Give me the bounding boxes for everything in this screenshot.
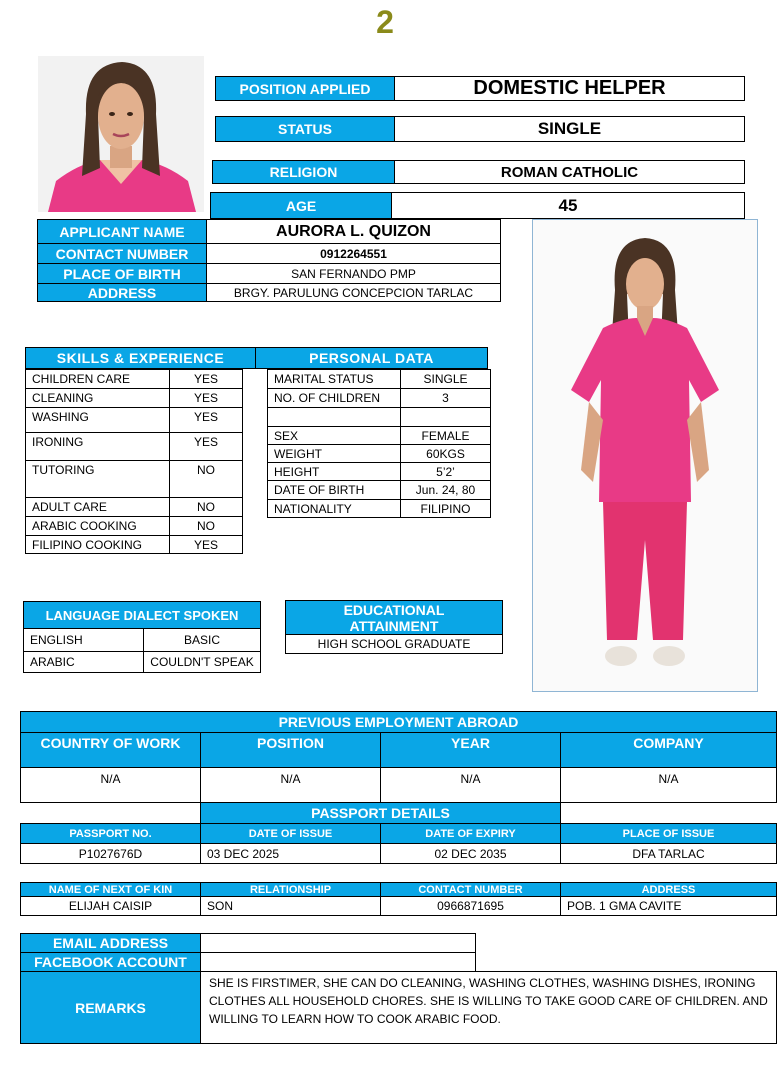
education-title: EDUCATIONAL ATTAINMENT bbox=[285, 600, 503, 635]
skills-title: SKILLS & EXPERIENCE bbox=[25, 347, 256, 369]
facebook-value bbox=[200, 952, 476, 972]
employment-header-position: POSITION bbox=[200, 732, 381, 768]
applicant-headshot-photo bbox=[38, 56, 204, 212]
table-cell: BASIC bbox=[143, 628, 261, 652]
religion-value: ROMAN CATHOLIC bbox=[394, 160, 745, 184]
kin-header-name: NAME OF NEXT OF KIN bbox=[20, 882, 201, 897]
kin-header-contact: CONTACT NUMBER bbox=[380, 882, 561, 897]
place-of-birth-value: SAN FERNANDO PMP bbox=[206, 263, 501, 284]
remarks-label: REMARKS bbox=[20, 971, 201, 1044]
table-row: TUTORING bbox=[25, 460, 170, 498]
table-row: ENGLISH bbox=[23, 628, 144, 652]
email-value bbox=[200, 933, 476, 953]
place-of-birth-label: PLACE OF BIRTH bbox=[37, 263, 207, 284]
table-cell: SINGLE bbox=[400, 369, 491, 389]
passport-header-place: PLACE OF ISSUE bbox=[560, 823, 777, 844]
table-cell: COULDN'T SPEAK bbox=[143, 651, 261, 673]
skills-table bbox=[25, 369, 243, 553]
personal-title: PERSONAL DATA bbox=[255, 347, 488, 369]
employment-country-value: N/A bbox=[20, 767, 201, 803]
table-row: WEIGHT bbox=[267, 444, 401, 463]
address-value: BRGY. PARULUNG CONCEPCION TARLAC bbox=[206, 283, 501, 302]
applicant-name-value: AURORA L. QUIZON bbox=[206, 219, 501, 244]
address-label: ADDRESS bbox=[37, 283, 207, 302]
employment-header-company: COMPANY bbox=[560, 732, 777, 768]
applicant-name-label: APPLICANT NAME bbox=[37, 219, 207, 244]
table-cell: 60KGS bbox=[400, 444, 491, 463]
kin-header-address: ADDRESS bbox=[560, 882, 777, 897]
employment-position-value: N/A bbox=[200, 767, 381, 803]
table-row bbox=[267, 407, 401, 427]
table-row: NO. OF CHILDREN bbox=[267, 388, 401, 408]
status-value: SINGLE bbox=[394, 116, 745, 142]
table-row: ARABIC COOKING bbox=[25, 516, 170, 536]
position-applied-value: DOMESTIC HELPER bbox=[394, 76, 745, 101]
passport-place-value: DFA TARLAC bbox=[560, 843, 777, 864]
table-cell: FEMALE bbox=[400, 426, 491, 445]
kin-contact-value: 0966871695 bbox=[380, 896, 561, 916]
language-title: LANGUAGE DIALECT SPOKEN bbox=[23, 601, 261, 629]
religion-label: RELIGION bbox=[212, 160, 395, 184]
passport-header-issue: DATE OF ISSUE bbox=[200, 823, 381, 844]
passport-number-value: P1027676D bbox=[20, 843, 201, 864]
remarks-value: SHE IS FIRSTIMER, SHE CAN DO CLEANING, WASHING CLOTHES, WASHING DISHES, IRONING CLOTHES ALL HOUSEHOLD CHORES. SHE IS WILLING TO TAKE GOOD CARE OF CHILDREN. AND WILLING TO LEARN HOW TO COOK ARABIC FOOD. bbox=[200, 971, 777, 1044]
kin-header-relationship: RELATIONSHIP bbox=[200, 882, 381, 897]
employment-company-value: N/A bbox=[560, 767, 777, 803]
passport-expiry-value: 02 DEC 2035 bbox=[380, 843, 561, 864]
passport-header-number: PASSPORT NO. bbox=[20, 823, 201, 844]
table-cell: YES bbox=[169, 388, 243, 408]
table-row: SEX bbox=[267, 426, 401, 445]
table-cell: YES bbox=[169, 407, 243, 433]
contact-number-value: 0912264551 bbox=[206, 243, 501, 264]
table-cell: 5’2’ bbox=[400, 462, 491, 481]
table-cell: YES bbox=[169, 535, 243, 554]
table-cell: 3 bbox=[400, 388, 491, 408]
employment-header-year: YEAR bbox=[380, 732, 561, 768]
table-cell: Jun. 24, 80 bbox=[400, 480, 491, 500]
table-row: DATE OF BIRTH bbox=[267, 480, 401, 500]
table-cell: YES bbox=[169, 369, 243, 389]
table-cell: NO bbox=[169, 460, 243, 498]
table-cell: NO bbox=[169, 516, 243, 536]
age-value: 45 bbox=[391, 192, 745, 219]
employment-year-value: N/A bbox=[380, 767, 561, 803]
personal-table bbox=[267, 369, 491, 518]
table-row: ARABIC bbox=[23, 651, 144, 673]
passport-header-expiry: DATE OF EXPIRY bbox=[380, 823, 561, 844]
table-cell: YES bbox=[169, 432, 243, 461]
table-row: IRONING bbox=[25, 432, 170, 461]
table-row: FILIPINO COOKING bbox=[25, 535, 170, 554]
passport-title: PASSPORT DETAILS bbox=[200, 802, 561, 824]
education-value: HIGH SCHOOL GRADUATE bbox=[285, 634, 503, 654]
page-number: 2 bbox=[376, 4, 394, 40]
table-row: HEIGHT bbox=[267, 462, 401, 481]
table-row: WASHING bbox=[25, 407, 170, 433]
employment-header-country: COUNTRY OF WORK bbox=[20, 732, 201, 768]
table-row: CLEANING bbox=[25, 388, 170, 408]
table-row: NATIONALITY bbox=[267, 499, 401, 518]
position-applied-label: POSITION APPLIED bbox=[215, 76, 395, 101]
contact-number-label: CONTACT NUMBER bbox=[37, 243, 207, 264]
employment-title: PREVIOUS EMPLOYMENT ABROAD bbox=[20, 711, 777, 733]
email-label: EMAIL ADDRESS bbox=[20, 933, 201, 953]
table-cell: FILIPINO bbox=[400, 499, 491, 518]
table-row: MARITAL STATUS bbox=[267, 369, 401, 389]
kin-relationship-value: SON bbox=[200, 896, 381, 916]
table-row: ADULT CARE bbox=[25, 497, 170, 517]
kin-name-value: ELIJAH CAISIP bbox=[20, 896, 201, 916]
table-cell: NO bbox=[169, 497, 243, 517]
table-cell bbox=[400, 407, 491, 427]
kin-address-value: POB. 1 GMA CAVITE bbox=[560, 896, 777, 916]
status-label: STATUS bbox=[215, 116, 395, 142]
age-label: AGE bbox=[210, 192, 392, 219]
table-row: CHILDREN CARE bbox=[25, 369, 170, 389]
facebook-label: FACEBOOK ACCOUNT bbox=[20, 952, 201, 972]
passport-issue-value: 03 DEC 2025 bbox=[200, 843, 381, 864]
applicant-full-body-photo bbox=[532, 219, 758, 692]
